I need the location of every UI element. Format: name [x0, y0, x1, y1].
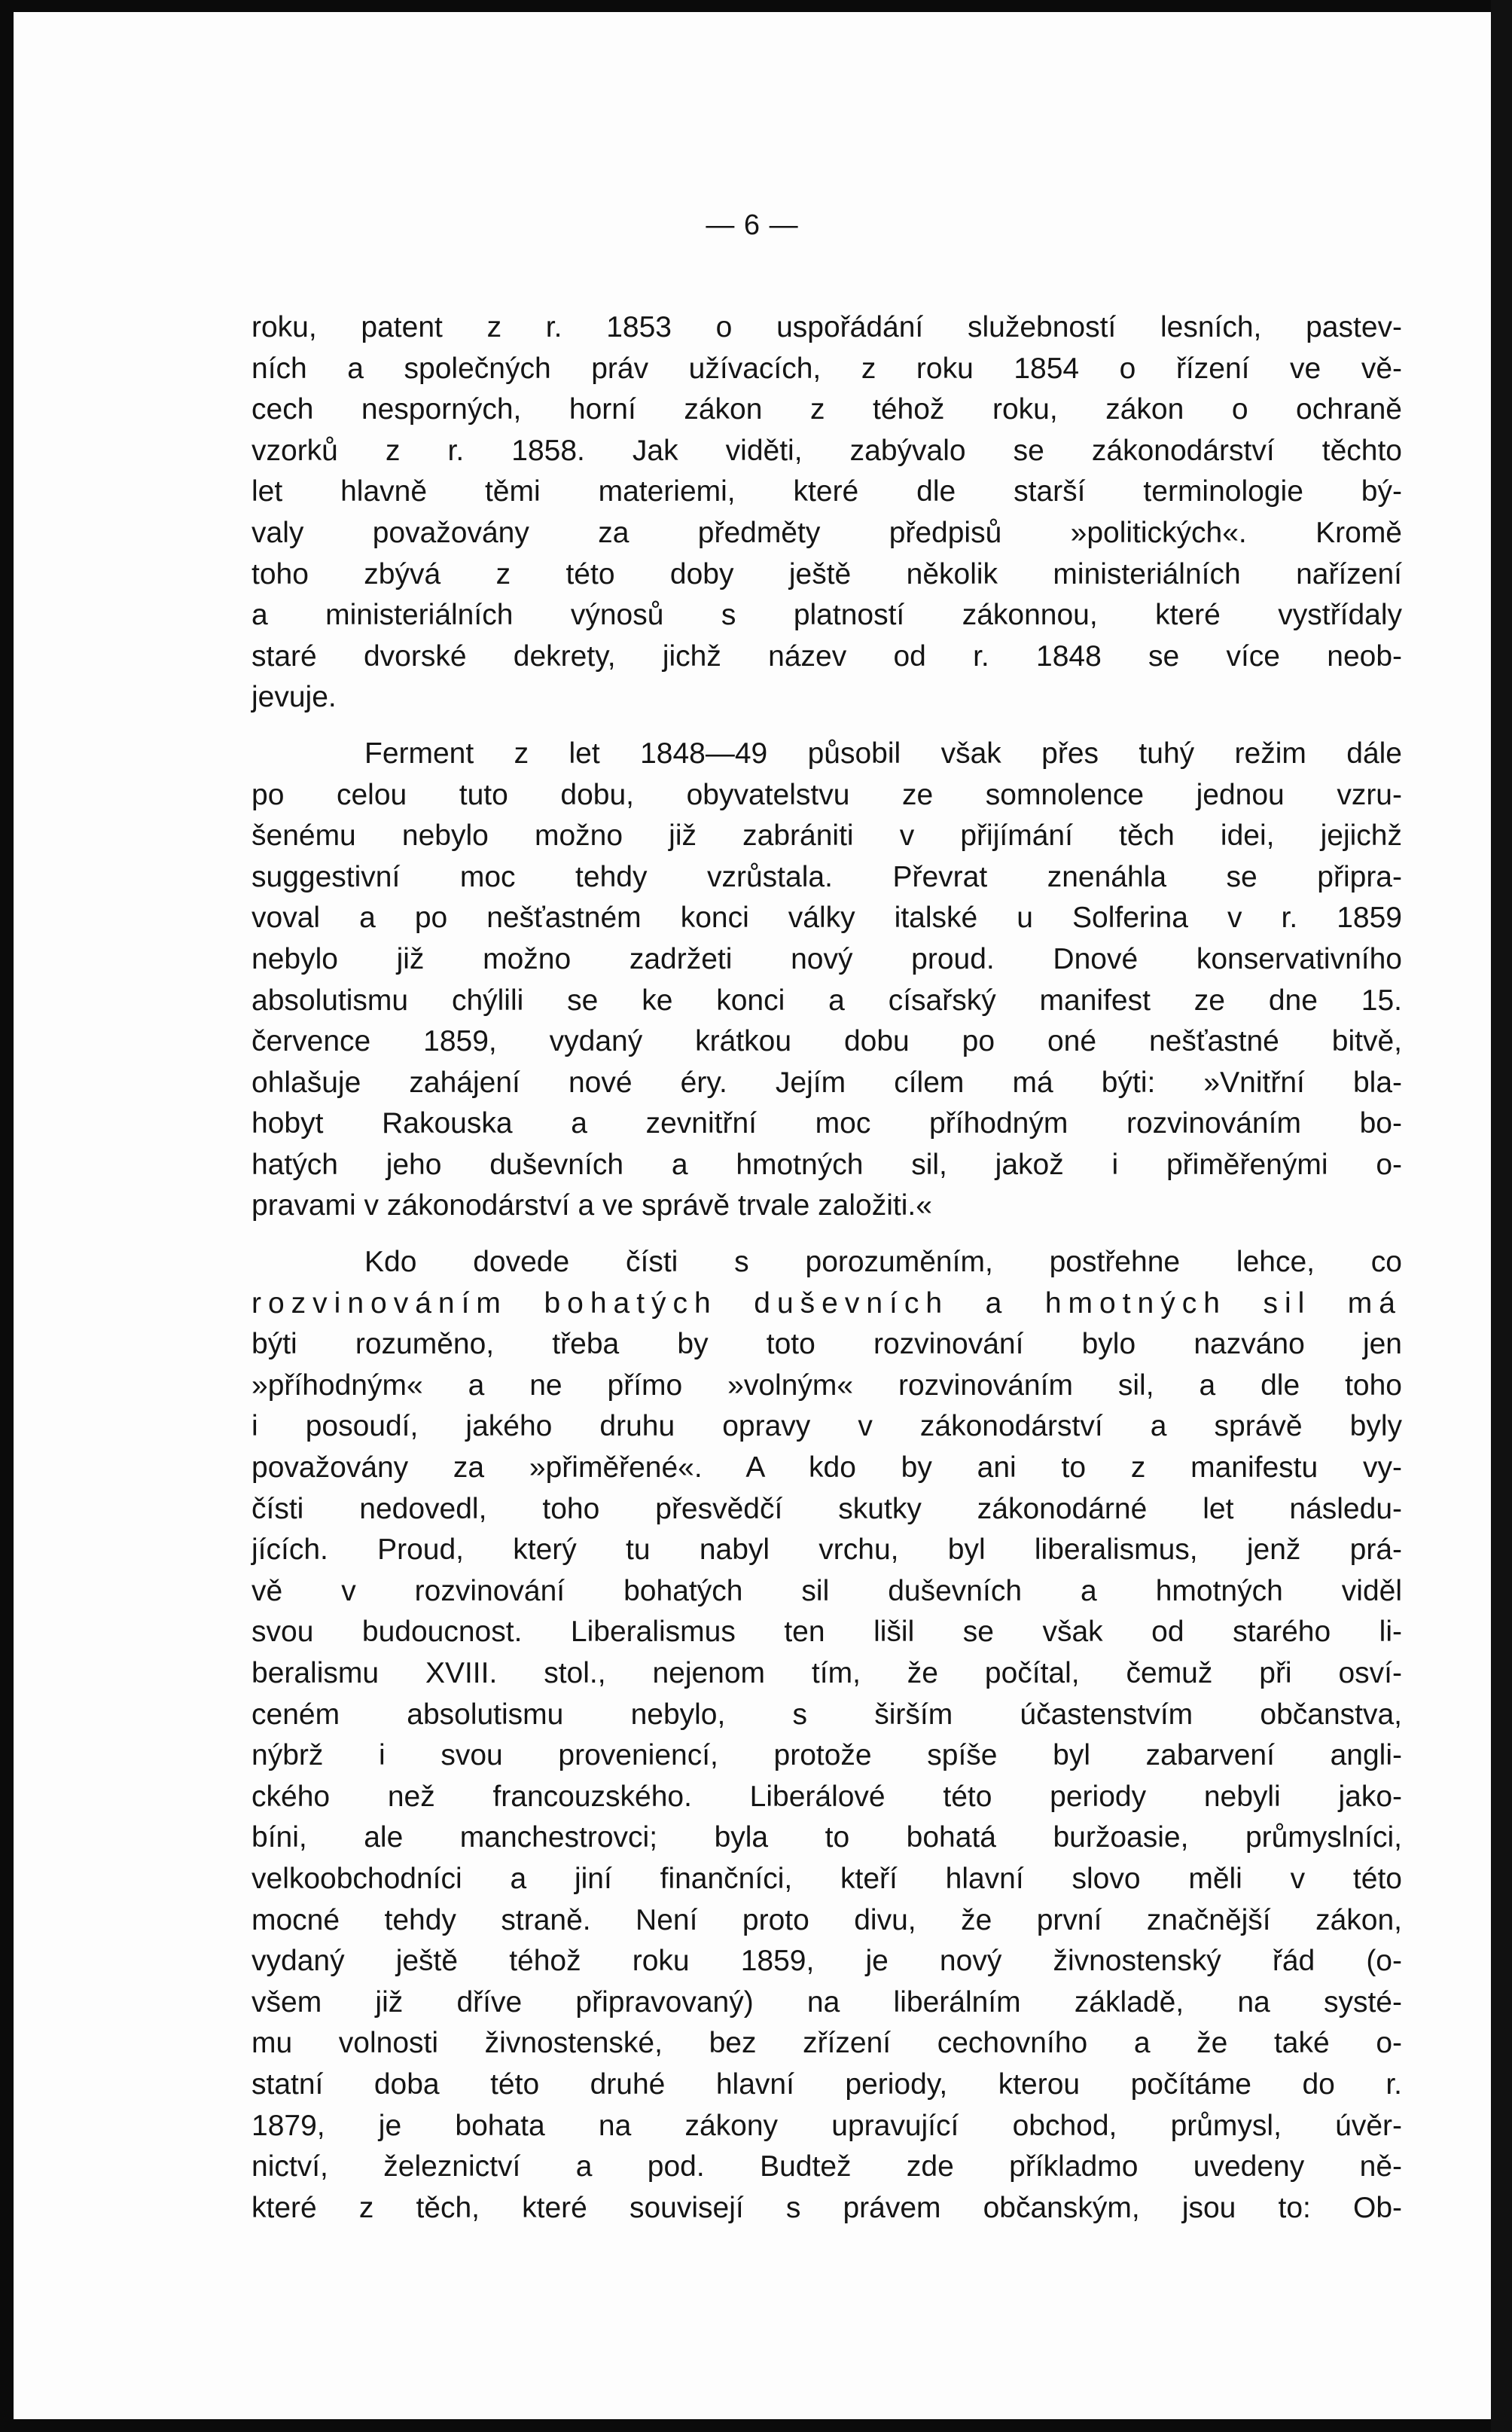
- text-line: ních a společných práv užívacích, z roku 1854 o řízení ve vě-: [251, 352, 1402, 385]
- text-line: jících. Proud, který tu nabyl vrchu, byl liberalismus, jenž prá-: [251, 1533, 1402, 1567]
- text-line: po celou tuto dobu, obyvatelstvu ze somnolence jednou vzru-: [251, 778, 1402, 811]
- text-line: a ministeriálních výnosů s platností zákonnou, které vystřídaly: [251, 599, 1402, 632]
- text-line: voval a po nešťastném konci války italské u Solferina v r. 1859: [251, 902, 1402, 935]
- text-line: hatých jeho duševních a hmotných sil, jakož i přiměřenými o-: [251, 1148, 1402, 1181]
- page-number: — 6 —: [706, 209, 799, 241]
- text-line: staré dvorské dekrety, jichž název od r. 1848 se více neob-: [251, 639, 1402, 673]
- text-line: i posoudí, jakého druhu opravy v zákonodárství a správě byly: [251, 1410, 1402, 1443]
- text-line: let hlavně těmi materiemi, které dle starší terminologie bý-: [251, 475, 1402, 508]
- text-line: hobyt Rakouska a zevnitřní moc příhodným rozvinováním bo-: [251, 1107, 1402, 1140]
- paragraph: [251, 1242, 1402, 2229]
- text-line: jevuje.: [251, 681, 337, 714]
- text-line: všem již dříve připravovaný) na liberálním základě, na systé-: [251, 1985, 1402, 2019]
- text-line: cech nesporných, horní zákon z téhož roku, zákon o ochraně: [251, 393, 1402, 426]
- text-line: statní doba této druhé hlavní periody, kterou počítáme do r.: [251, 2067, 1402, 2101]
- text-line: pravami v zákonodárství a ve správě trvale založiti.«: [251, 1189, 932, 1222]
- text-line: Kdo dovede čísti s porozuměním, postřehne lehce, co: [364, 1246, 1402, 1279]
- scan-border: [1491, 0, 1512, 2432]
- text-line: »příhodným« a ne přímo »volným« rozvinováním sil, a dle toho: [251, 1369, 1402, 1402]
- text-line: nebylo již možno zadržeti nový proud. Dnové konservativního: [251, 942, 1402, 975]
- text-line: roku, patent z r. 1853 o uspořádání služebností lesních, pastev-: [251, 311, 1402, 343]
- text-line: považovány za »přiměřené«. A kdo by ani to z manifestu vy-: [251, 1451, 1402, 1485]
- text-line: nictví, železnictví a pod. Budtež zde příkladmo uvedeny ně-: [251, 2150, 1402, 2183]
- text-line: beralismu XVIII. stol., nejenom tím, že počítal, čemuž při osví-: [251, 1657, 1402, 1689]
- body-text: [251, 307, 1402, 2229]
- text-line: bíni, ale manchestrovci; byla to bohatá buržoasie, průmyslníci,: [251, 1821, 1402, 1854]
- text-line: ohlašuje zahájení nové éry. Jejím cílem má býti: »Vnitřní bla-: [251, 1066, 1402, 1099]
- text-line: mu volnosti živnostenské, bez zřízení cechovního a že také o-: [251, 2027, 1402, 2060]
- text-line: býti rozuměno, třeba by toto rozvinování bylo nazváno jen: [251, 1328, 1402, 1361]
- book-page: [14, 12, 1491, 2419]
- text-line: absolutismu chýlili se ke konci a císařský manifest ze dne 15.: [251, 984, 1402, 1017]
- text-line: ckého než francouzského. Liberálové této periody nebyli jako-: [251, 1780, 1402, 1813]
- text-line: suggestivní moc tehdy vzrůstala. Převrat znenáhla se připra-: [251, 860, 1402, 893]
- text-line: Ferment z let 1848—49 působil však přes tuhý režim dále: [364, 737, 1402, 770]
- text-line: ceném absolutismu nebylo, s širším účastenstvím občanstva,: [251, 1698, 1402, 1731]
- text-line: velkoobchodníci a jiní finančníci, kteří hlavní slovo měli v této: [251, 1862, 1402, 1895]
- text-line: valy považovány za předměty předpisů »politických«. Kromě: [251, 516, 1402, 549]
- text-line: vzorků z r. 1858. Jak viděti, zabývalo se zákonodárství těchto: [251, 434, 1402, 467]
- paragraph: [251, 307, 1402, 719]
- text-line: vě v rozvinování bohatých sil duševních a hmotných viděl: [251, 1574, 1402, 1607]
- text-line: vydaný ještě téhož roku 1859, je nový živnostenský řád (o-: [251, 1945, 1402, 1978]
- text-line: které z těch, které souvisejí s právem občanským, jsou to: Ob-: [251, 2191, 1402, 2224]
- text-line: svou budoucnost. Liberalismus ten lišil se však od starého li-: [251, 1616, 1402, 1649]
- text-line: rozvinováním bohatých duševních a hmotných sil má: [251, 1286, 1402, 1320]
- text-line: toho zbývá z této doby ještě několik ministeriálních nařízení: [251, 557, 1402, 590]
- text-line: mocné tehdy straně. Není proto divu, že první značnější zákon,: [251, 1903, 1402, 1936]
- text-line: nýbrž i svou proveniencí, protože spíše byl zabarvení angli-: [251, 1739, 1402, 1772]
- text-line: července 1859, vydaný krátkou dobu po oné nešťastné bitvě,: [251, 1025, 1402, 1058]
- text-line: šenému nebylo možno již zabrániti v přijímání těch idei, jejichž: [251, 819, 1402, 853]
- text-line: čísti nedovedl, toho přesvědčí skutky zákonodárné let následu-: [251, 1492, 1402, 1525]
- text-line: 1879, je bohata na zákony upravující obchod, průmysl, úvěr-: [251, 2109, 1402, 2142]
- paragraph: [251, 734, 1402, 1227]
